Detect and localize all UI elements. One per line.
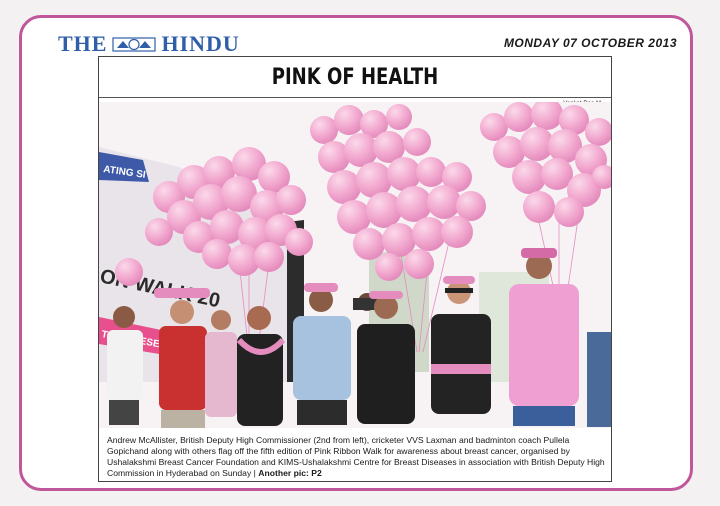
caption-separator: | [251,468,259,478]
caption-reference: Another pic: P2 [258,468,322,478]
headline-rule [99,97,611,98]
publication-date: MONDAY 07 OCTOBER 2013 [503,36,677,50]
emblem-icon [111,34,157,54]
news-clipping [98,56,612,482]
banner-text-bottom: PRESEN [125,333,168,352]
caption-text: Andrew McAllister, British Deputy High Commissioner (2nd from left), cricketer VVS Laxman and badminton coach Pullela Gopichand along with others flag off the fifth edition of Pink Ribbon Walk for awareness about breast cancer, organised by Ushalakshmi Breast Cancer Foundation and KIMS-Ushalakshmi Centre for Breast Diseases in association with British Deputy High Commission in Hyderabad on Sunday [107,435,605,478]
event-photo [99,102,611,480]
banner-text-middle: ON 20 [99,265,223,313]
banner-text-top: ATING SI [102,164,147,181]
newspaper-masthead [58,31,240,57]
headline: PINK OF HEALTH [271,64,439,90]
masthead-left: THE [58,31,108,56]
masthead-right: HINDU [161,31,240,56]
photo-caption [107,435,605,479]
